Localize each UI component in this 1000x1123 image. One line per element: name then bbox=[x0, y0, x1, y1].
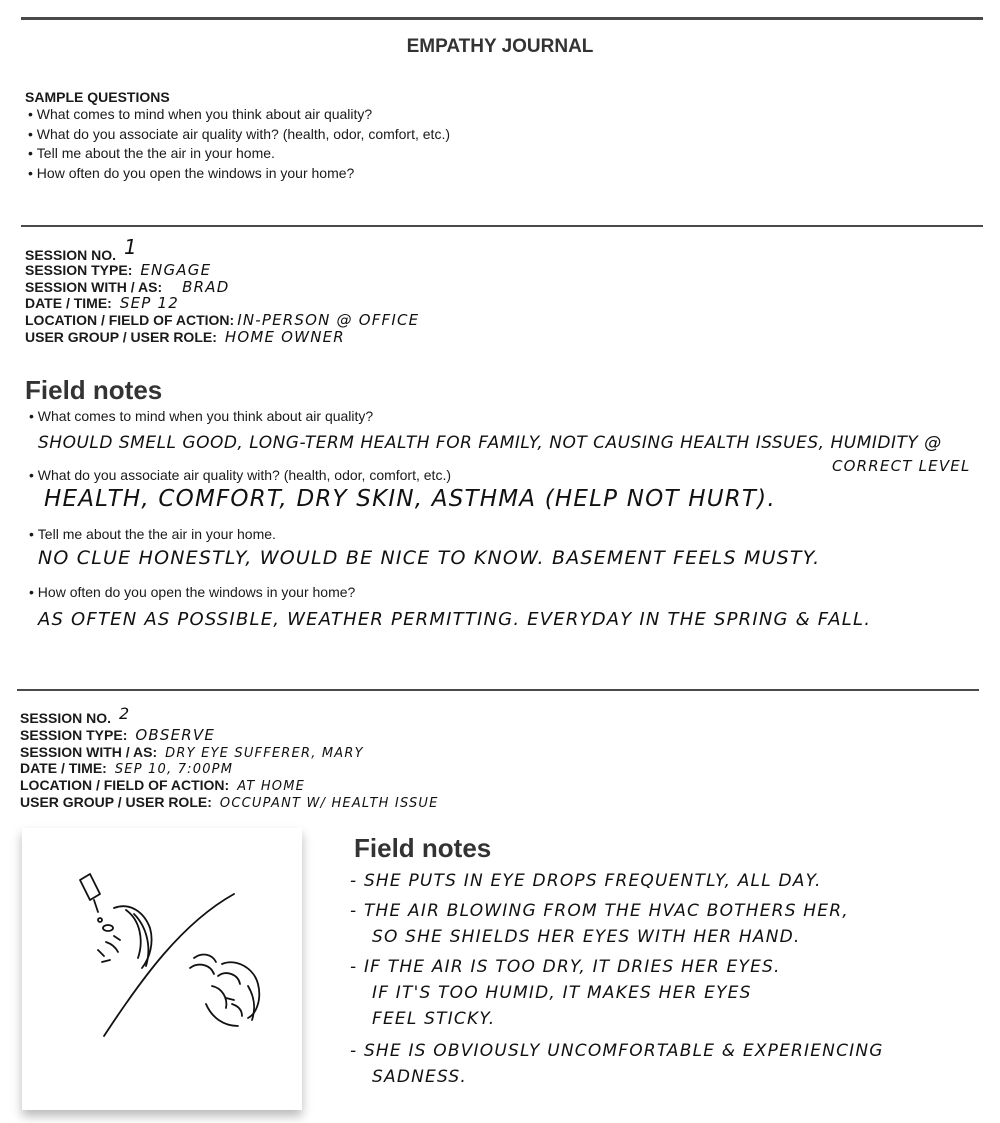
date-time-value: SEP 12 bbox=[119, 294, 179, 313]
field-notes-title: Field notes bbox=[25, 375, 163, 405]
section-divider bbox=[21, 225, 983, 227]
field-question: • How often do you open the windows in your home? bbox=[29, 584, 355, 600]
user-group-value: OCCUPANT W/ HEALTH ISSUE bbox=[219, 795, 439, 811]
user-group-value: HOME OWNER bbox=[224, 327, 345, 346]
date-time-label: DATE / TIME: bbox=[20, 760, 107, 777]
note-line: - IF THE AIR IS TOO DRY, IT DRIES HER EYES. bbox=[350, 957, 781, 977]
location-label: LOCATION / FIELD OF ACTION: bbox=[20, 777, 230, 794]
field-notes-title: Field notes bbox=[354, 833, 492, 863]
sample-question: • Tell me about the the air in your home. bbox=[28, 144, 450, 164]
note-line: IF IT'S TOO HUMID, IT MAKES HER EYES bbox=[372, 983, 752, 1003]
sample-question: • What do you associate air quality with? (health, odor, comfort, etc.) bbox=[28, 125, 450, 145]
note-line: SADNESS. bbox=[372, 1067, 467, 1087]
sample-question: • How often do you open the windows in your home? bbox=[28, 164, 450, 184]
note-line: - THE AIR BLOWING FROM THE HVAC BOTHERS HER, bbox=[350, 901, 849, 921]
session-no-label: SESSION NO. bbox=[25, 247, 117, 263]
sample-questions-heading: SAMPLE QUESTIONS bbox=[25, 89, 170, 105]
note-line: SO SHE SHIELDS HER EYES WITH HER HAND. bbox=[372, 927, 801, 947]
date-time-value: SEP 10, 7:00PM bbox=[114, 762, 234, 778]
field-answer-continued: CORRECT LEVEL bbox=[832, 457, 971, 475]
sketch-drawing bbox=[22, 828, 302, 1110]
session-type-label: SESSION TYPE: bbox=[20, 726, 128, 743]
note-line: - SHE PUTS IN EYE DROPS FREQUENTLY, ALL DAY. bbox=[350, 871, 822, 891]
field-notes-list bbox=[350, 868, 884, 1090]
session-with-label: SESSION WITH / AS: bbox=[20, 743, 158, 760]
field-question: • What do you associate air quality with? (health, odor, comfort, etc.) bbox=[29, 467, 451, 483]
user-group-label: USER GROUP / USER ROLE: bbox=[25, 328, 217, 345]
top-rule bbox=[21, 17, 983, 20]
sample-questions-list bbox=[28, 105, 450, 183]
session-with-value: BRAD bbox=[182, 277, 230, 296]
field-answer: AS OFTEN AS POSSIBLE, WEATHER PERMITTING. EVERYDAY IN THE SPRING & FALL. bbox=[38, 609, 872, 630]
session-no-value: 2 bbox=[119, 704, 131, 723]
sample-question: • What comes to mind when you think about air quality? bbox=[28, 105, 450, 125]
location-value: AT HOME bbox=[237, 779, 306, 795]
field-answer: NO CLUE HONESTLY, WOULD BE NICE TO KNOW. BASEMENT FEELS MUSTY. bbox=[38, 547, 821, 569]
session-no-value: 1 bbox=[124, 235, 138, 259]
date-time-label: DATE / TIME: bbox=[25, 295, 112, 312]
note-line: FEEL STICKY. bbox=[372, 1009, 496, 1029]
eye-drops-sketch bbox=[22, 828, 302, 1110]
session-with-label: SESSION WITH / AS: bbox=[25, 278, 163, 295]
field-answer: SHOULD SMELL GOOD, LONG-TERM HEALTH FOR FAMILY, NOT CAUSING HEALTH ISSUES, HUMIDITY @ bbox=[38, 433, 942, 453]
page-title: EMPATHY JOURNAL bbox=[406, 36, 594, 57]
location-value: IN-PERSON @ OFFICE bbox=[237, 311, 420, 330]
session-no-label: SESSION NO. bbox=[20, 710, 112, 726]
session-type-label: SESSION TYPE: bbox=[25, 261, 133, 278]
session-type-value: ENGAGE bbox=[140, 260, 212, 279]
field-question: • What comes to mind when you think about air quality? bbox=[29, 408, 373, 424]
user-group-label: USER GROUP / USER ROLE: bbox=[20, 793, 212, 810]
location-label: LOCATION / FIELD OF ACTION: bbox=[25, 312, 235, 329]
field-question: • Tell me about the the air in your home. bbox=[29, 526, 276, 542]
session-type-value: OBSERVE bbox=[135, 725, 216, 744]
section-divider bbox=[17, 689, 979, 691]
note-line: - SHE IS OBVIOUSLY UNCOMFORTABLE & EXPERIENCING bbox=[350, 1041, 884, 1061]
session2-meta bbox=[20, 704, 439, 811]
session1-meta bbox=[25, 235, 420, 346]
session-with-value: DRY EYE SUFFERER, MARY bbox=[165, 745, 364, 761]
field-answer: HEALTH, COMFORT, DRY SKIN, ASTHMA (HELP NOT HURT). bbox=[44, 486, 776, 512]
